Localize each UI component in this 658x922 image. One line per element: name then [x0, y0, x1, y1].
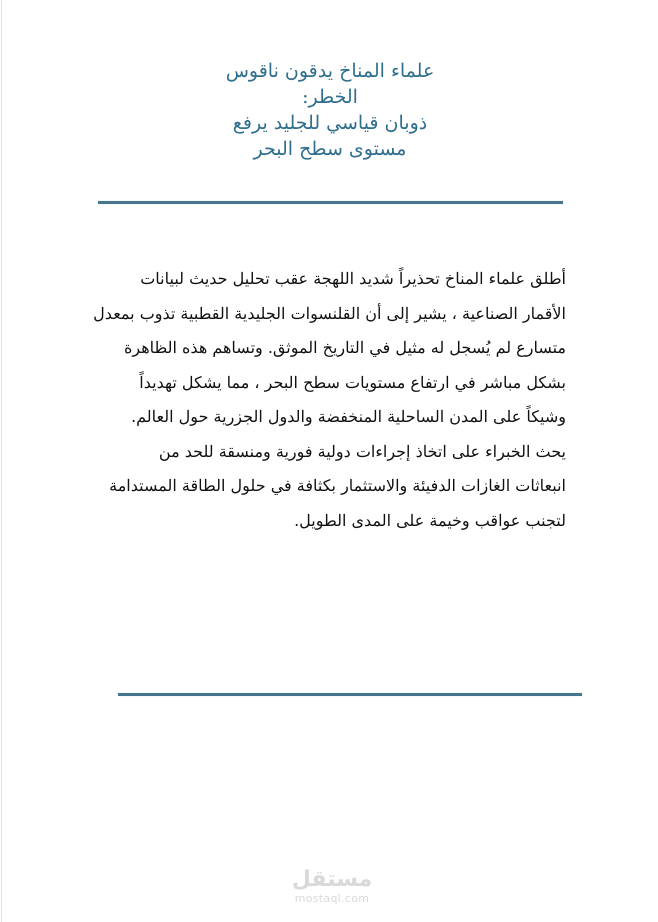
watermark-arabic: مستقل [291, 867, 373, 892]
bottom-divider [118, 693, 582, 696]
title-line: علماء المناخ يدقون ناقوس [225, 60, 435, 82]
body-line: بشكل مباشر في ارتفاع مستويات سطح البحر ، مما يشكل تهديداً [139, 372, 566, 392]
top-divider [98, 201, 563, 204]
watermark-latin: mostaql.com [294, 892, 370, 905]
body-line: لتجنب عواقب وخيمة على المدى الطويل. [294, 510, 566, 530]
body-paragraph [93, 262, 566, 538]
title-line: الخطر: [302, 86, 358, 108]
body-line: انبعاثات الغازات الدفيئة والاستثمار بكثافة في حلول الطاقة المستدامة [109, 476, 566, 495]
title-line: مستوى سطح البحر [253, 138, 407, 160]
body-line: الأقمار الصناعية ، يشير إلى أن القلنسوات الجليدية القطبية تذوب بمعدل [93, 303, 566, 323]
body-line: وشيكاً على المدن الساحلية المنخفضة والدول الجزرية حول العالم. [131, 407, 566, 426]
document-title [160, 58, 500, 162]
body-line: أطلق علماء المناخ تحذيراً شديد اللهجة عقب تحليل حديث لبيانات [140, 269, 566, 288]
page-left-edge [1, 0, 2, 922]
title-line: ذوبان قياسي للجليد يرفع [232, 112, 428, 134]
mostaql-watermark [287, 868, 377, 905]
body-line: متسارع لم يُسجل له مثيل في التاريخ الموثق. وتساهم هذه الظاهرة [123, 338, 566, 357]
body-line: يحث الخبراء على اتخاذ إجراءات دولية فورية ومنسقة للحد من [158, 441, 566, 461]
